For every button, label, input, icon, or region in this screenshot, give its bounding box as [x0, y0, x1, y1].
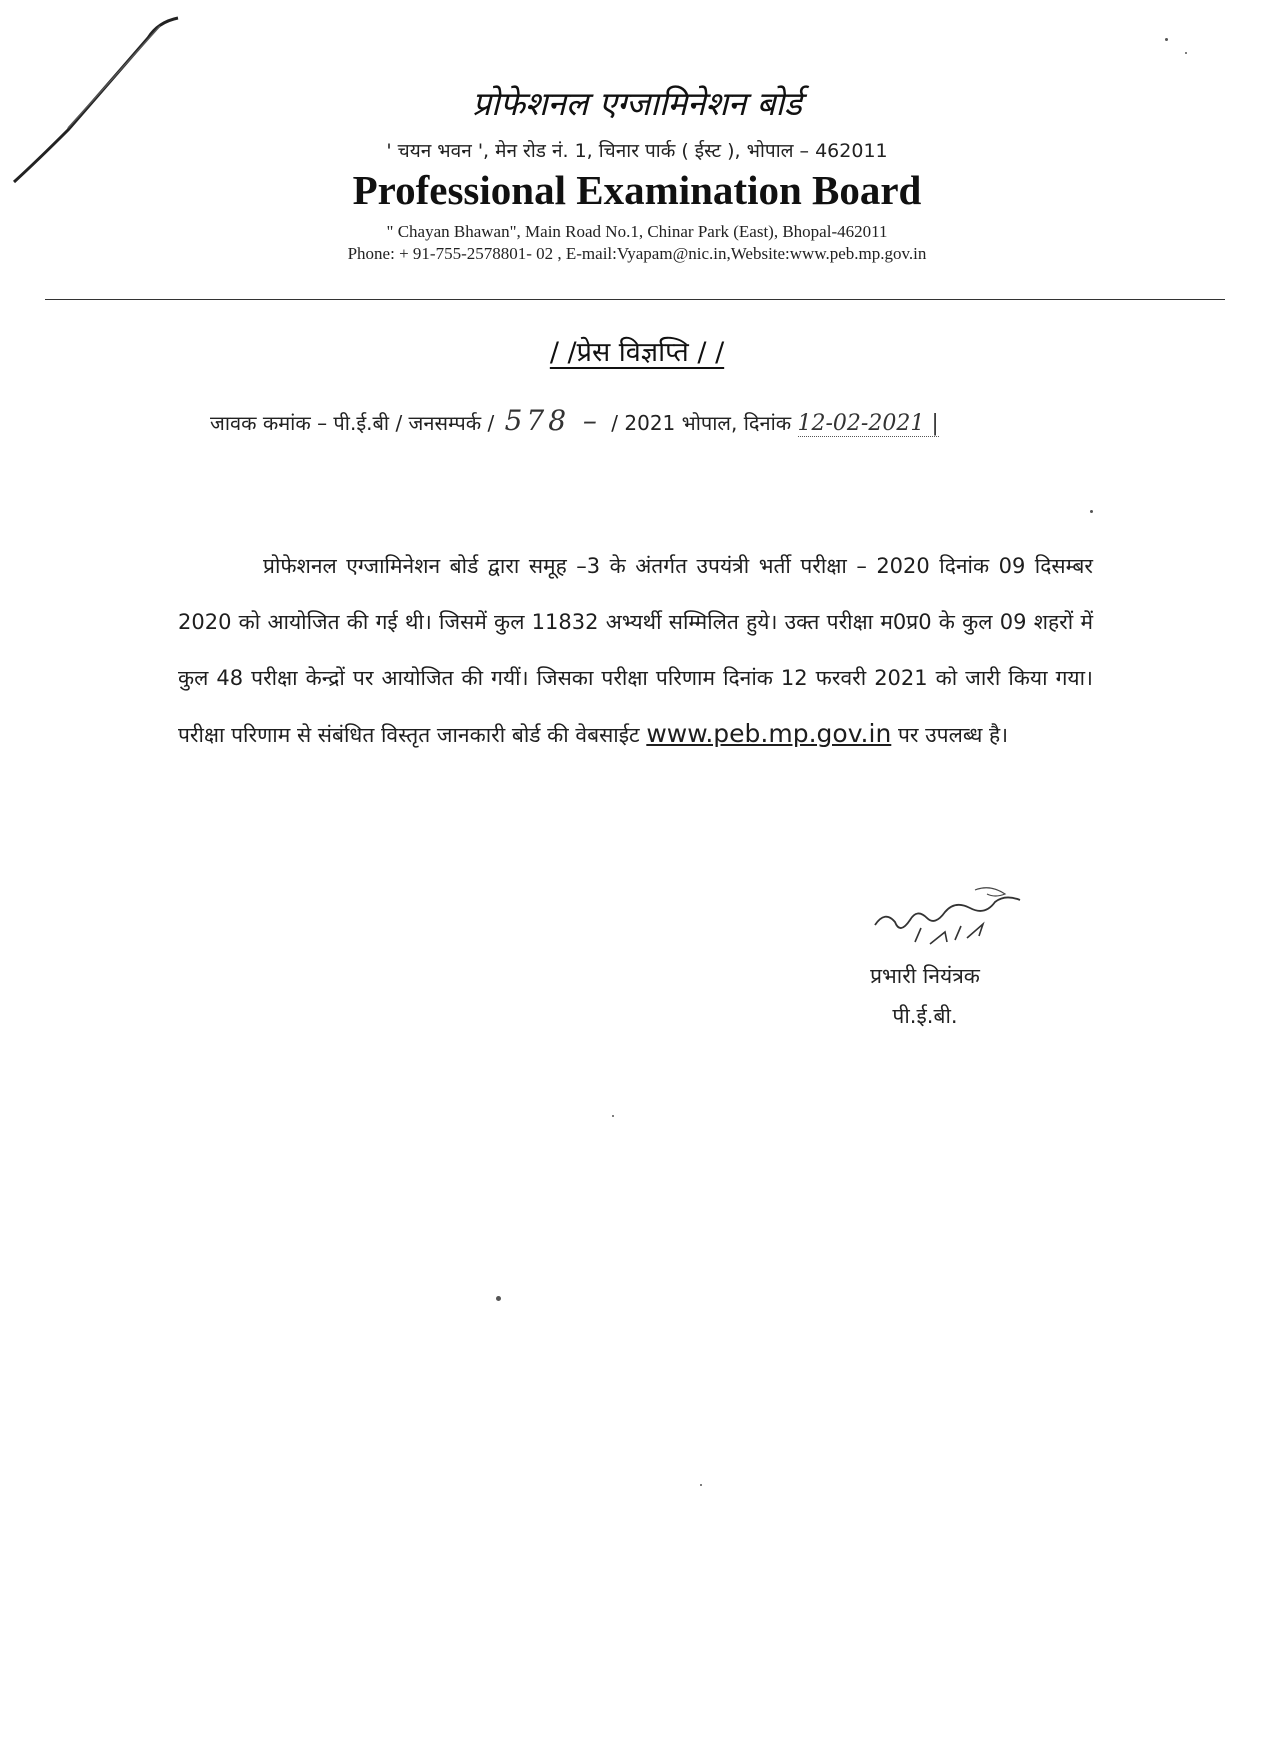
signatory-title: प्रभारी नियंत्रक: [870, 964, 980, 988]
letterhead-contact: Phone: + 91-755-2578801- 02 , E-mail:Vyapam@nic.in,Website:www.peb.mp.gov.in: [347, 244, 927, 263]
scan-speck: [1090, 510, 1093, 513]
website-link[interactable]: www.peb.mp.gov.in: [646, 719, 892, 748]
signatory-office: पी.ई.बी.: [892, 1004, 958, 1028]
dispatch-year-place: / 2021 भोपाल, दिनांक: [611, 411, 792, 435]
scan-speck: [612, 1115, 614, 1117]
body-paragraph-suffix: पर उपलब्ध है।: [897, 723, 1009, 747]
dispatch-prefix: जावक कमांक – पी.ई.बी / जनसम्पर्क /: [210, 411, 495, 435]
handwritten-signature: [855, 880, 1035, 960]
dispatch-line: [210, 404, 1230, 437]
press-release-heading-text: / /प्रेस विज्ञप्ति / /: [549, 337, 725, 368]
dispatch-date: 12-02-2021 |: [797, 411, 939, 436]
letterhead-divider: [45, 299, 1225, 300]
scan-speck: [496, 1296, 501, 1301]
press-release-heading: [0, 332, 1274, 369]
scan-speck: [700, 1484, 702, 1486]
letterhead-english-name: Professional Examination Board: [352, 167, 922, 213]
dispatch-number: 578 –: [504, 404, 601, 437]
letterhead-hindi-address: ' चयन भवन ', मेन रोड नं. 1, चिनार पार्क ( ईस्ट ), भोपाल – 462011: [386, 140, 888, 162]
body-paragraph: [178, 538, 1093, 763]
letterhead-hindi-name: प्रोफेशनल एग्जामिनेशन बोर्ड: [472, 84, 802, 123]
scan-speck: [1165, 38, 1168, 41]
body-paragraph-text: प्रोफेशनल एग्जामिनेशन बोर्ड द्वारा समूह –3 के अंतर्गत उपयंत्री भर्ती परीक्षा – 2020 दिनांक 09 दिसम्बर 2020 को आयोजित की गई थी। जिसमें कुल 11832 अभ्यर्थी सम्मिलित हुये। उक्त परीक्षा म0प्र0 के कुल 09 शहरों में कुल 48 परीक्षा केन्द्रों पर आयोजित की गयीं। जिसका परीक्षा परिणाम दिनांक 12 फरवरी 2021 को जारी किया गया। परीक्षा परिणाम से संबंधित विस्तृत जानकारी बोर्ड की वेबसाईट: [178, 554, 1093, 747]
letterhead-english-address: " Chayan Bhawan", Main Road No.1, Chinar Park (East), Bhopal-462011: [386, 222, 888, 241]
scan-speck: [1185, 52, 1187, 54]
